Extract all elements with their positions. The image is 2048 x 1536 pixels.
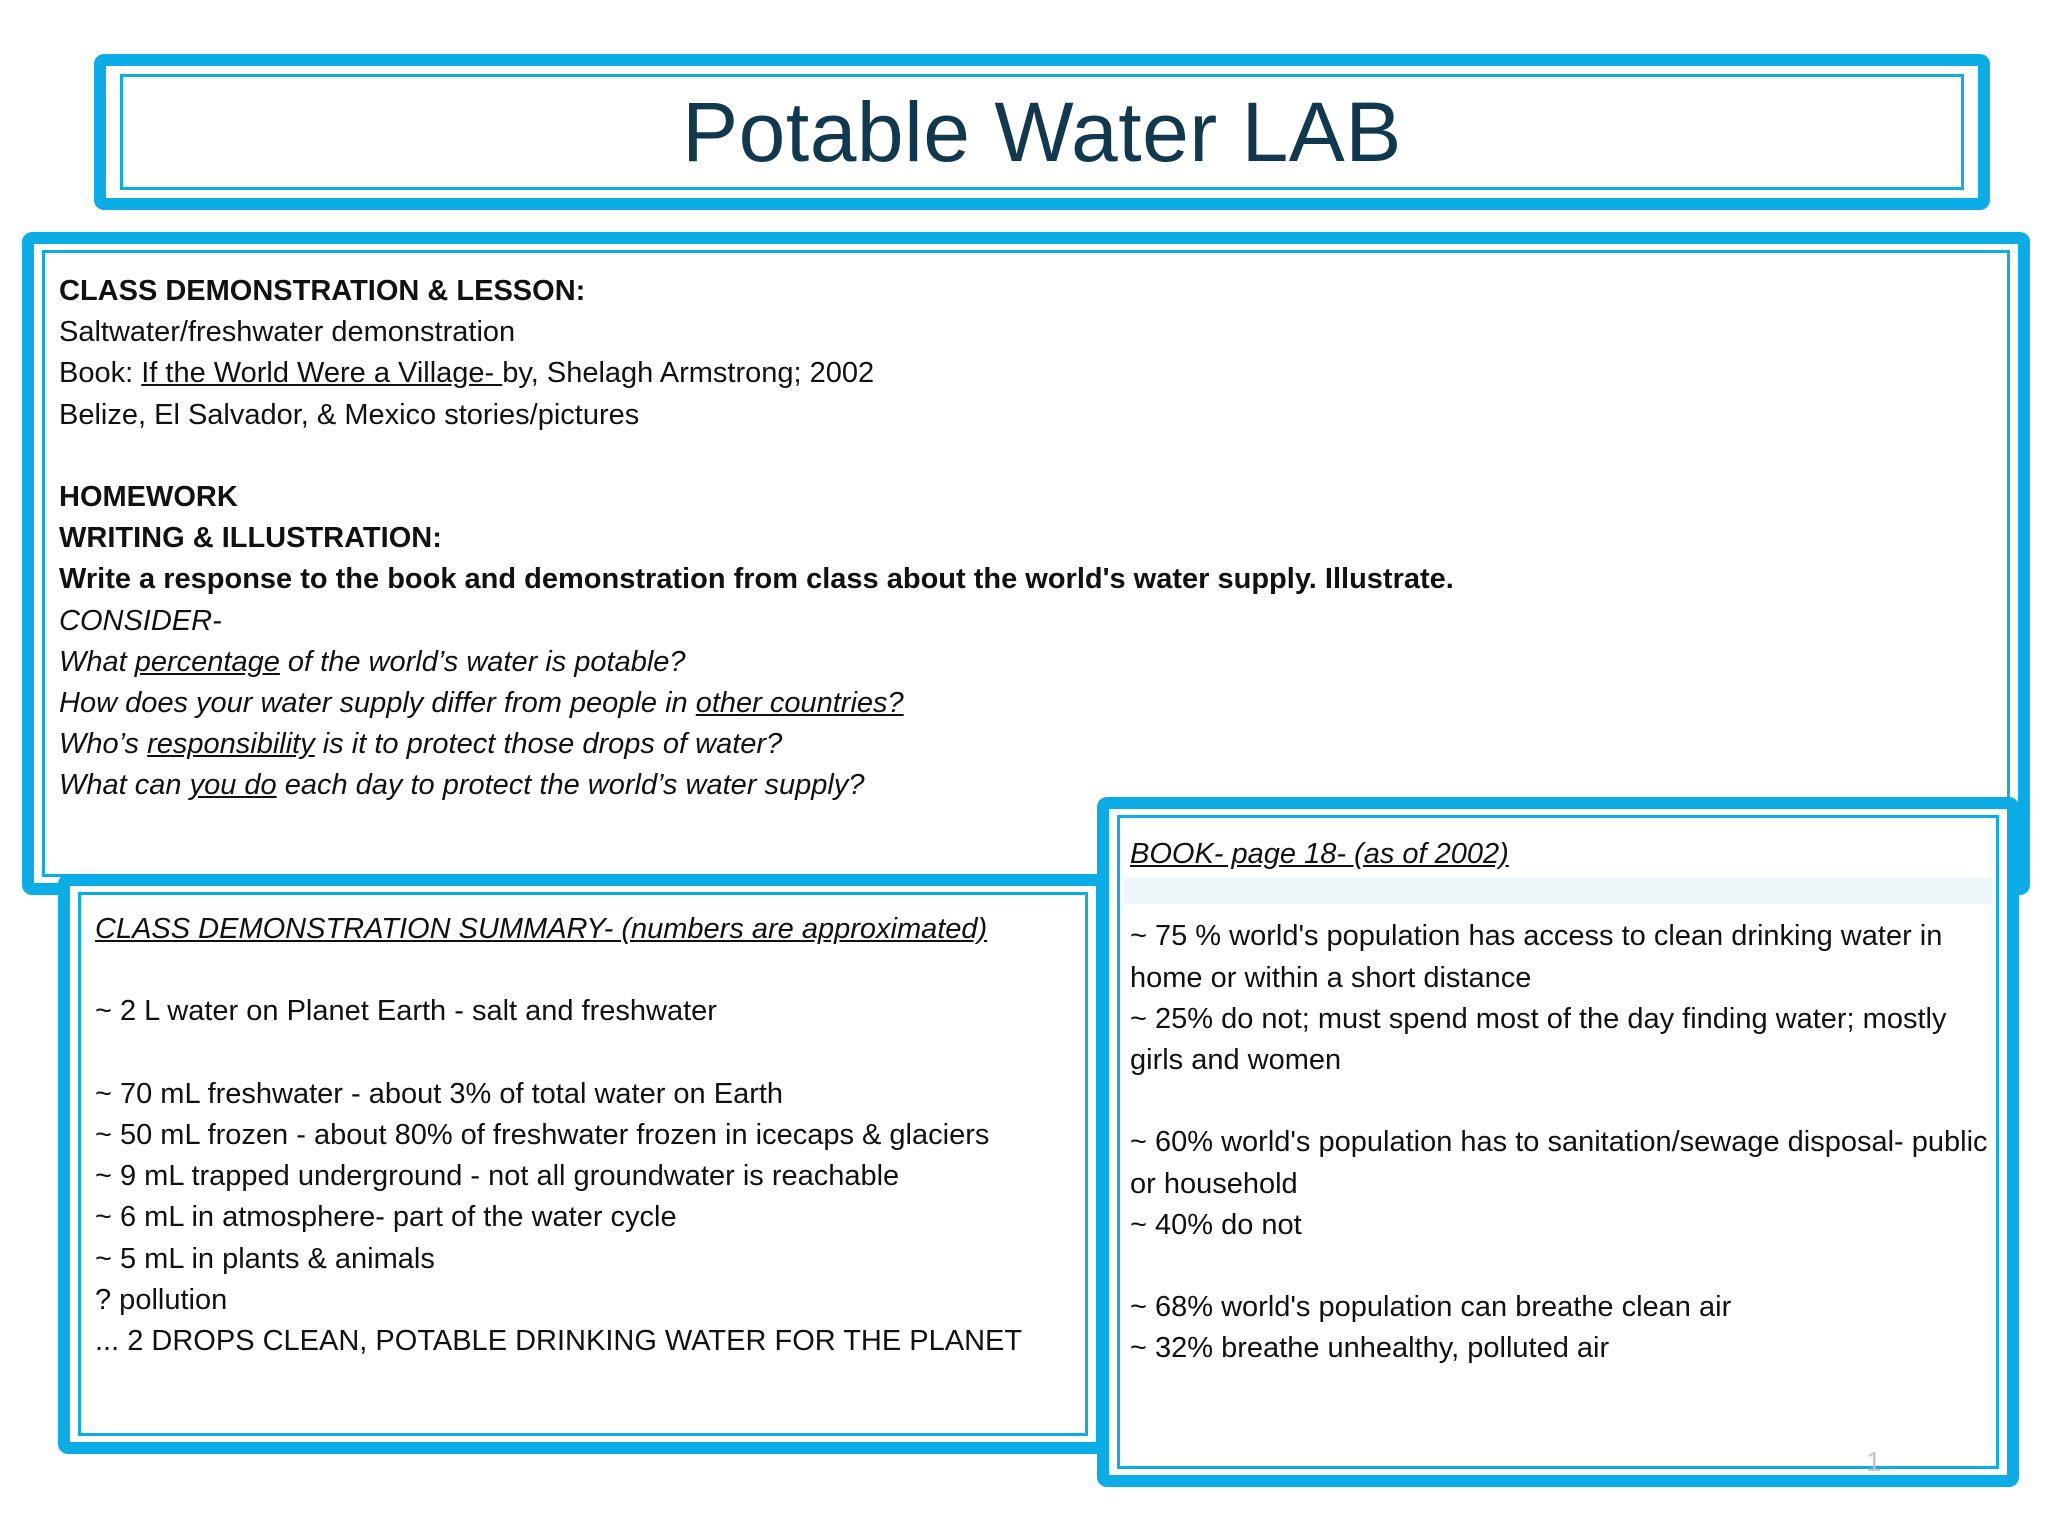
- book-prefix: Book:: [59, 357, 142, 390]
- spacer: [1130, 1081, 1990, 1122]
- spacer: [59, 436, 1454, 477]
- spacer: [1130, 875, 1990, 916]
- summary-item: ~ 2 L water on Planet Earth - salt and freshwater: [95, 995, 717, 1028]
- page-title: Potable Water LAB: [682, 84, 1402, 179]
- lesson-inner-border: [42, 250, 2010, 877]
- summary-item: ~ 50 mL frozen - about 80% of freshwater frozen in icecaps & glaciers: [95, 1118, 990, 1151]
- q2-underline: other countries?: [695, 686, 904, 719]
- spacer: [95, 1033, 1022, 1074]
- q3-underline: responsibility: [147, 728, 315, 761]
- homework-heading: HOMEWORK: [59, 480, 238, 513]
- summary-item: ? pollution: [95, 1283, 228, 1316]
- question-3: [59, 724, 1454, 765]
- question-2: [59, 683, 1454, 724]
- book-title: If the World Were a Village-: [141, 357, 503, 390]
- writing-heading: WRITING & ILLUSTRATION:: [59, 522, 442, 555]
- title-frame: [94, 54, 1990, 210]
- consider-label: CONSIDER-: [59, 604, 222, 637]
- book-fact: ~ 32% breathe unhealthy, polluted air: [1130, 1332, 1610, 1365]
- spacer: [1130, 1246, 1990, 1287]
- lesson-heading: CLASS DEMONSTRATION & LESSON:: [59, 275, 586, 307]
- book-fact: ~ 75 % world's population has access to clean drinking water in home or within a short distance: [1130, 920, 1943, 994]
- book-heading: BOOK- page 18- (as of 2002): [1130, 838, 1509, 870]
- book-fact: ~ 68% world's population can breathe clean air: [1130, 1291, 1732, 1324]
- title-inner-border: [120, 74, 1964, 190]
- book-fact: ~ 25% do not; must spend most of the day finding water; mostly girls and women: [1130, 1002, 1947, 1076]
- book-text: [1130, 834, 1990, 1370]
- q4-underline: you do: [189, 769, 277, 802]
- q3-text: Who’s: [59, 728, 148, 761]
- lesson-stories-line: Belize, El Salvador, & Mexico stories/pictures: [59, 398, 640, 431]
- q1-underline: percentage: [134, 645, 280, 678]
- summary-item: ~ 9 mL trapped underground - not all groundwater is reachable: [95, 1160, 900, 1193]
- summary-item: ~ 5 mL in plants & animals: [95, 1242, 435, 1275]
- summary-item: ... 2 DROPS CLEAN, POTABLE DRINKING WATER FOR THE PLANET: [95, 1324, 1023, 1357]
- book-box: [1097, 797, 2019, 1487]
- book-fact: ~ 60% world's population has to sanitation/sewage disposal- public or household: [1130, 1126, 1988, 1200]
- q3-text-end: is it to protect those drops of water?: [314, 728, 783, 761]
- summary-item: ~ 6 mL in atmosphere- part of the water cycle: [95, 1201, 677, 1234]
- lesson-text: [59, 271, 1454, 806]
- q1-text-end: of the world’s water is potable?: [279, 645, 686, 678]
- summary-heading: CLASS DEMONSTRATION SUMMARY- (numbers are approximated): [95, 913, 988, 945]
- q2-text: How does your water supply differ from people in: [59, 686, 696, 719]
- q1-text: What: [59, 645, 135, 678]
- summary-inner-border: [78, 892, 1088, 1436]
- book-inner-border: [1117, 815, 1999, 1469]
- book-fact: ~ 40% do not: [1130, 1208, 1302, 1241]
- lesson-box: [22, 232, 2030, 895]
- summary-item: ~ 70 mL freshwater - about 3% of total water on Earth: [95, 1077, 784, 1110]
- q4-text: What can: [59, 769, 190, 802]
- q4-text-end: each day to protect the world’s water supply?: [276, 769, 865, 802]
- page-number: 1: [1866, 1446, 1882, 1477]
- summary-box: [58, 874, 1108, 1454]
- homework-prompt: Write a response to the book and demonstration from class about the world's water supply. Illustrate.: [59, 563, 1454, 596]
- lesson-book-line: [59, 353, 1454, 394]
- question-1: [59, 642, 1454, 683]
- lesson-demo-line: Saltwater/freshwater demonstration: [59, 316, 516, 349]
- spacer: [95, 950, 1022, 991]
- book-author: by, Shelagh Armstrong; 2002: [502, 357, 875, 390]
- summary-text: [95, 909, 1022, 1362]
